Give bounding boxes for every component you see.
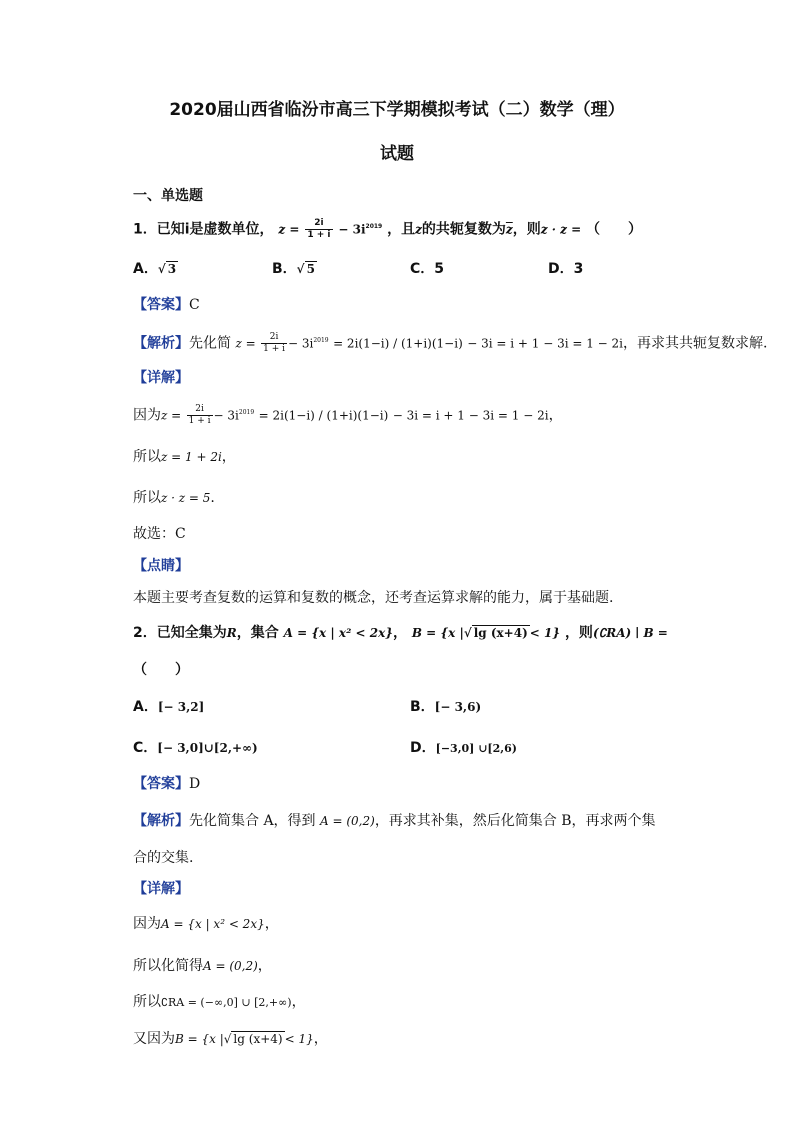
q2-detail-line1: 因为A = {x | x² < 2x}， [133,916,279,932]
q2-detail-line2: 所以化简得A = (0,2)， [133,958,272,974]
q2-analysis-cont: 合的交集. [133,850,194,866]
q2-option-d: D．[−3,0] ∪[2,6) [410,740,517,756]
q2-option-b: B．[− 3,6) [410,699,482,715]
q1-comment-tag: 【点睛】 [133,558,189,574]
q1-detail-line2: 所以z = 1 + 2i， [133,449,236,465]
q2-paren: （ ） [133,662,189,678]
q1-detail-line1: 因为z = $\frac{2i}{1 + i}$ − $3i^{2019} = 2i(1-i) / (1+i)(1-i) - 3i = i + 1 - 3i = 1 - 2i$， [133,404,563,427]
q2-answer: 【答案】D [133,776,201,792]
doc-title-line1: 2020届山西省临汾市高三下学期模拟考试（二）数学（理） [169,100,625,120]
q2-option-c: C．[− 3,0]∪[2,+∞) [133,740,258,756]
q1-stem: 1．已知i是虚数单位， z = $\frac{2i}{1 + i}$ − $3i^{2019}$ ，且z的共轭复数为$\overline{z}$，则z · z = （ ） [133,218,643,241]
section-heading: 一、单选题 [133,188,203,204]
q1-detail-tag: 【详解】 [133,370,189,386]
q1-detail-line3: 所以z · z = 5. [133,490,215,506]
q1-analysis: 【解析】先化简 z = $\frac{2i}{1 + i}$ − $3i^{2019} = 2i(1-i) / (1+i)(1-i) - 3i = i + 1 - 3i = 1 - 2i$，再求其共轭复数求解. [133,332,768,355]
q1-comment: 本题主要考查复数的运算和复数的概念，还考查运算求解的能力，属于基础题. [133,590,614,606]
q1-choose: 故选：C [133,526,186,542]
q1-answer: 【答案】C [133,297,200,313]
q1-option-c: C．5 [410,261,445,277]
q1-option-a: A．√ 3 [133,261,177,277]
q1-fraction: $\frac{2i}{1 + i}$ [307,218,331,241]
q2-detail-tag: 【详解】 [133,881,189,897]
q1-option-b: B．√ 5 [272,261,315,277]
q2-option-a: A．[− 3,2] [133,699,205,715]
q2-analysis: 【解析】先化简集合 A，得到 A = (0,2)，再求其补集，然后化简集合 B，再求两个集 [133,813,656,829]
q1-option-d: D．3 [548,261,584,277]
doc-title-line2: 试题 [380,144,414,164]
q2-detail-line3: 所以∁RA = (−∞,0] ∪ [2,+∞)， [133,994,306,1010]
q2-stem: 2．已知全集为R，集合 A = {x | x² < 2x}， B = {x |√ lg (x+4) < 1} ，则(∁RA) ∣ B = [133,625,668,641]
q2-detail-line4: 又因为B = {x |√ lg (x+4) < 1}， [133,1031,328,1047]
